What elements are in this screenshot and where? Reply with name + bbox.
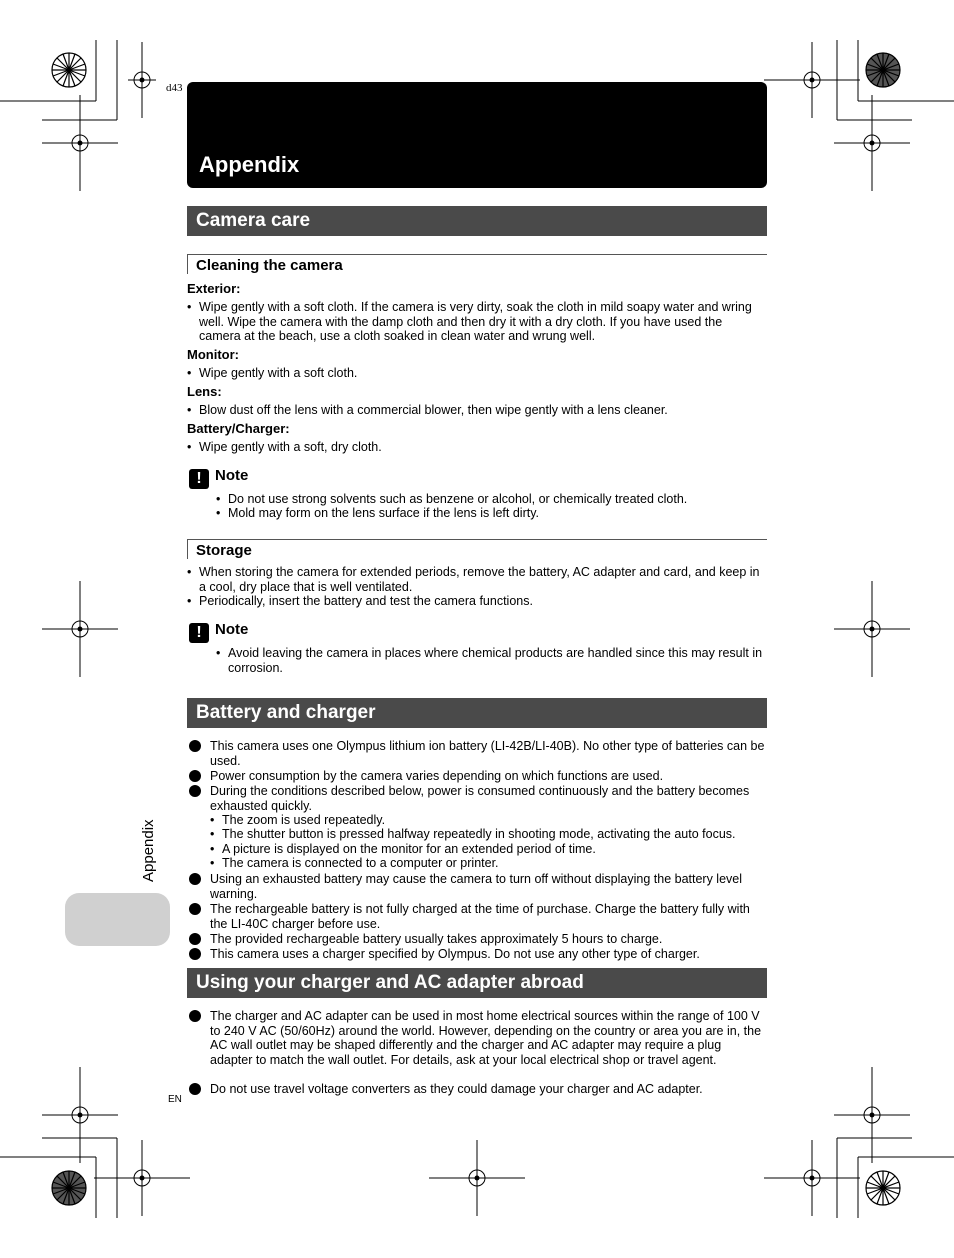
bullet-icon	[189, 1083, 201, 1095]
bullet-icon	[189, 903, 201, 915]
list-item: The charger and AC adapter can be used in most home electrical sources within the range of 100 V to 240 V AC (50/60Hz) around the world. However, depending on the country or area you are in, the AC wall outlet may be shaped differently and the charger and AC adapter may require a plug adapter to match the wall outlet. For details, ask at your local electrical shop or travel agent.	[187, 1009, 767, 1067]
list-item: Power consumption by the camera varies depending on which functions are used.	[187, 769, 767, 784]
list-item: • Wipe gently with a soft cloth. If the camera is very dirty, soak the cloth in mild soapy water and wring well. Wipe the camera with the damp cloth and then dry it with a dry cloth. If you have used the camera at the beach, use a cloth soaked in clean water and wrung well.	[187, 300, 752, 343]
bullet-icon	[189, 948, 201, 960]
list-item: The provided rechargeable battery usually takes approximately 5 hours to charge.	[187, 932, 767, 947]
list-item: • A picture is displayed on the monitor for an extended period of time.	[210, 842, 596, 856]
exclamation-icon: !	[189, 469, 209, 489]
label-monitor: Monitor:	[187, 347, 239, 362]
list-item: • The camera is connected to a computer or printer.	[210, 856, 499, 870]
chapter-tab	[65, 893, 170, 946]
bullet-icon: •	[187, 300, 192, 314]
bullet-icon: •	[187, 594, 192, 608]
bullet-icon	[189, 785, 201, 797]
list-item: This camera uses one Olympus lithium ion battery (LI-42B/LI-40B). No other type of batteries can be used.	[187, 739, 767, 768]
list-item: • Wipe gently with a soft, dry cloth.	[187, 440, 382, 454]
list-item: • The zoom is used repeatedly.	[210, 813, 386, 827]
chapter-tab-label: Appendix	[140, 819, 157, 882]
page-language: EN	[168, 1094, 182, 1105]
file-id: d43	[166, 82, 183, 94]
bullet-icon: •	[210, 856, 215, 870]
note-heading: ! Note	[189, 467, 248, 489]
list-item: • Blow dust off the lens with a commercial blower, then wipe gently with a lens cleaner.	[187, 403, 668, 417]
bullet-icon: •	[216, 492, 221, 506]
label-exterior: Exterior:	[187, 281, 241, 296]
bullet-icon: •	[187, 565, 192, 579]
bullet-icon: •	[216, 506, 221, 520]
bullet-icon: •	[210, 827, 215, 841]
bullet-icon: •	[210, 842, 215, 856]
bullet-icon	[189, 770, 201, 782]
label-lens: Lens:	[187, 384, 222, 399]
bullet-icon: •	[187, 366, 192, 380]
bullet-icon: •	[210, 813, 215, 827]
note-item: • Mold may form on the lens surface if the lens is left dirty.	[216, 506, 540, 520]
subsection-title-cleaning: Cleaning the camera	[187, 254, 767, 274]
bullet-icon	[189, 1010, 201, 1022]
label-battery-charger: Battery/Charger:	[187, 421, 290, 436]
bullet-icon: •	[187, 403, 192, 417]
subsection-title-storage: Storage	[187, 539, 767, 559]
section-title-camera-care: Camera care	[187, 206, 767, 236]
section-title-abroad: Using your charger and AC adapter abroad	[187, 968, 767, 998]
bullet-icon: •	[216, 646, 221, 660]
list-item: Using an exhausted battery may cause the camera to turn off without displaying the battery level warning.	[187, 872, 767, 901]
list-item: • Periodically, insert the battery and test the camera functions.	[187, 594, 533, 608]
list-item: Do not use travel voltage converters as they could damage your charger and AC adapter.	[187, 1082, 767, 1097]
list-item: • When storing the camera for extended periods, remove the battery, AC adapter and card, and keep in a cool, dry place that is well ventilated.	[187, 565, 760, 594]
list-item: This camera uses a charger specified by Olympus. Do not use any other type of charger.	[187, 947, 767, 962]
exclamation-icon: !	[189, 623, 209, 643]
list-item: • Wipe gently with a soft cloth.	[187, 366, 358, 380]
list-item: The rechargeable battery is not fully charged at the time of purchase. Charge the battery fully with the LI-40C charger before use.	[187, 902, 767, 931]
bullet-icon	[189, 740, 201, 752]
section-title-battery: Battery and charger	[187, 698, 767, 728]
page-title: Appendix	[199, 152, 300, 177]
bullet-icon	[189, 933, 201, 945]
note-heading: ! Note	[189, 621, 248, 643]
list-item: During the conditions described below, power is consumed continuously and the battery becomes exhausted quickly.	[187, 784, 767, 813]
bullet-icon	[189, 873, 201, 885]
bullet-icon: •	[187, 440, 192, 454]
list-item: • The shutter button is pressed halfway repeatedly in shooting mode, activating the auto focus.	[210, 827, 736, 841]
note-item: • Do not use strong solvents such as benzene or alcohol, or chemically treated cloth.	[216, 492, 688, 506]
note-item: • Avoid leaving the camera in places where chemical products are handled since this may result in corrosion.	[216, 646, 763, 675]
